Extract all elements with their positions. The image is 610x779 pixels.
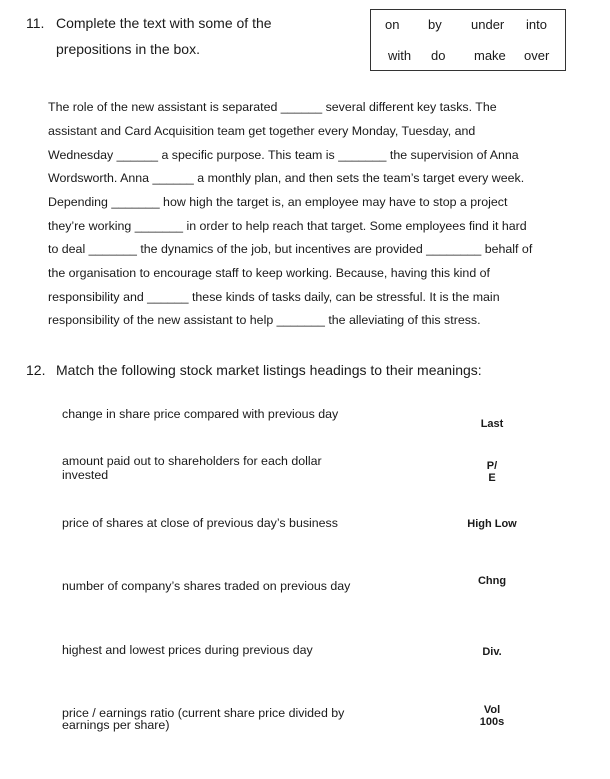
paragraph-line: assistant and Card Acquisition team get together every Monday, Tuesday, and: [48, 124, 476, 138]
definition-item: highest and lowest prices during previous day: [62, 643, 313, 657]
heading-text: High Low: [467, 518, 517, 530]
definition-item: price of shares at close of previous day’s business: [62, 516, 338, 530]
word-make: make: [474, 48, 506, 63]
question-12-instruction: Match the following stock market listings headings to their meanings:: [56, 362, 482, 378]
heading-text: Chng: [477, 575, 507, 587]
heading-item: [452, 518, 532, 530]
heading-text: E: [488, 472, 496, 484]
paragraph-line: they’re working _______ in order to help reach that target. Some employees find it hard: [48, 219, 527, 233]
question-12-number: 12.: [26, 362, 46, 378]
word-by: by: [428, 17, 442, 32]
definition-item: change in share price compared with previous day: [62, 407, 339, 421]
question-11-instruction-line2: prepositions in the box.: [56, 41, 200, 57]
word-under: under: [471, 17, 505, 32]
word-into: into: [526, 17, 547, 32]
heading-item: [452, 646, 532, 658]
paragraph-line: Wordsworth. Anna ______ a monthly plan, and then sets the team’s target every week.: [48, 171, 525, 185]
paragraph-line: responsibility and ______ these kinds of tasks daily, can be stressful. It is the main: [48, 290, 500, 304]
heading-item: [452, 418, 532, 430]
question-11-instruction-line1: Complete the text with some of the: [56, 15, 272, 31]
word-with: with: [388, 48, 412, 63]
prepositions-box: [370, 9, 566, 71]
word-do: do: [431, 48, 446, 63]
heading-text: P/: [486, 460, 498, 472]
paragraph-line: Depending _______ how high the target is, an employee may have to stop a project: [48, 195, 508, 209]
heading-item: [452, 704, 532, 728]
definition-item: amount paid out to shareholders for each dollar invested: [62, 454, 322, 482]
paragraph-line: the organisation to encourage staff to keep working. Because, having this kind of: [48, 266, 490, 280]
heading-text: Div.: [482, 646, 502, 658]
paragraph-line: responsibility of the new assistant to help _______ the alleviating of this stress.: [48, 313, 481, 327]
paragraph-line: to deal _______ the dynamics of the job, but incentives are provided ________ behalf of: [48, 242, 533, 256]
word-over: over: [524, 48, 550, 63]
heading-text: Last: [480, 418, 504, 430]
heading-text: Vol: [483, 704, 501, 716]
definition-item: price / earnings ratio (current share price divided by earnings per share): [62, 706, 345, 732]
paragraph-line: The role of the new assistant is separated ______ several different key tasks. The: [48, 100, 497, 114]
heading-item: [452, 575, 532, 587]
question-11-number: 11.: [26, 15, 45, 31]
heading-item: [452, 460, 532, 484]
definition-item: number of company’s shares traded on previous day: [62, 579, 351, 593]
heading-text: 100s: [479, 716, 505, 728]
word-on: on: [385, 17, 400, 32]
paragraph-line: Wednesday ______ a specific purpose. This team is _______ the supervision of Anna: [48, 148, 519, 162]
